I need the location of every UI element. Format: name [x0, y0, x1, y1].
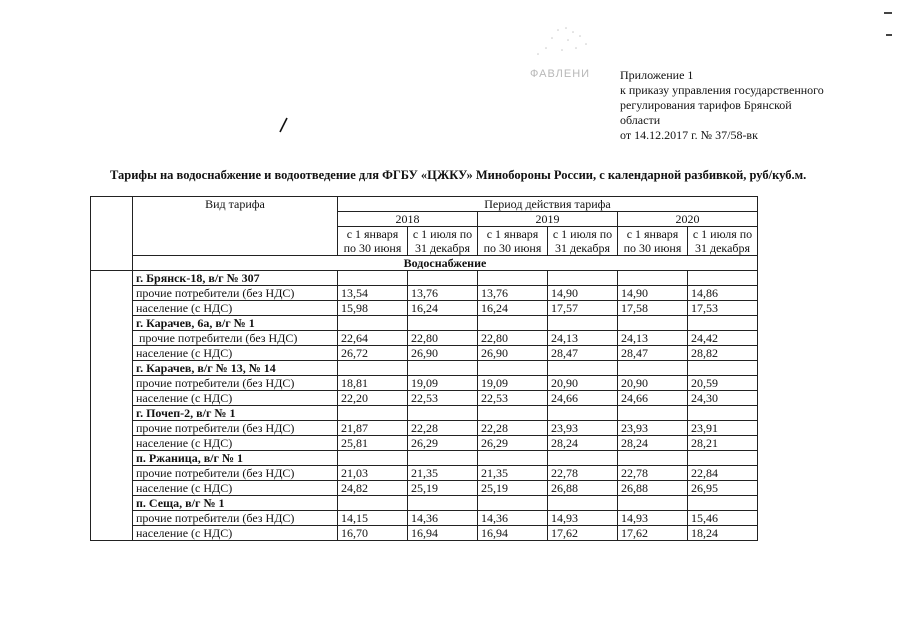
appendix-line: регулирования тарифов Брянской: [620, 98, 792, 112]
year-header: 2019: [478, 212, 618, 227]
tariff-value: 17,62: [548, 526, 618, 541]
tariff-value: 13,54: [338, 286, 408, 301]
appendix-line: от 14.12.2017 г. № 37/58-вк: [620, 128, 758, 142]
tariff-value: 22,78: [548, 466, 618, 481]
group-row: [91, 406, 758, 421]
appendix-line: к приказу управления государственного: [620, 83, 824, 97]
pen-mark: [278, 116, 288, 134]
empty-cell: [618, 496, 688, 511]
consumer-type: население (с НДС): [133, 391, 338, 406]
empty-cell: [408, 271, 478, 286]
empty-cell: [688, 496, 758, 511]
half-year-header: с 1 января по 30 июня: [618, 227, 688, 256]
empty-cell: [478, 496, 548, 511]
empty-cell: [338, 406, 408, 421]
tariff-value: 20,90: [618, 376, 688, 391]
empty-cell: [338, 451, 408, 466]
tariff-value: 28,24: [548, 436, 618, 451]
empty-cell: [408, 496, 478, 511]
empty-cell: [408, 361, 478, 376]
appendix-block: [620, 68, 860, 143]
section-label: Водоснабжение: [133, 256, 758, 271]
tariff-value: 22,80: [478, 331, 548, 346]
tariff-value: 13,76: [408, 286, 478, 301]
empty-cell: [338, 361, 408, 376]
section-row: [91, 256, 758, 271]
tariff-value: 28,21: [688, 436, 758, 451]
tariff-value: 24,13: [548, 331, 618, 346]
consumer-type: население (с НДС): [133, 526, 338, 541]
group-row: [91, 451, 758, 466]
consumer-type: население (с НДС): [133, 346, 338, 361]
appendix-line: Приложение 1: [620, 68, 694, 82]
group-row: [91, 316, 758, 331]
tariff-value: 28,47: [618, 346, 688, 361]
tariff-value: 14,86: [688, 286, 758, 301]
tariff-value: 24,13: [618, 331, 688, 346]
empty-cell: [548, 496, 618, 511]
tariff-value: 16,70: [338, 526, 408, 541]
empty-cell: [688, 316, 758, 331]
empty-cell: [338, 271, 408, 286]
edge-mark: [886, 34, 892, 36]
stamp-text: ФАВЛЕНИ: [530, 68, 591, 80]
tariff-value: 15,98: [338, 301, 408, 316]
tariff-value: 14,90: [548, 286, 618, 301]
table-row: [91, 481, 758, 496]
group-name: г. Брянск-18, в/г № 307: [133, 271, 338, 286]
table-row: [91, 421, 758, 436]
consumer-type: прочие потребители (без НДС): [133, 511, 338, 526]
group-row: [91, 361, 758, 376]
table-row: [91, 526, 758, 541]
tariff-value: 15,46: [688, 511, 758, 526]
tariff-value: 26,72: [338, 346, 408, 361]
empty-cell: [338, 316, 408, 331]
tariff-value: 22,53: [408, 391, 478, 406]
tariff-value: 14,93: [618, 511, 688, 526]
half-year-header: с 1 июля по 31 декабря: [688, 227, 758, 256]
half-year-header: с 1 января по 30 июня: [478, 227, 548, 256]
tariff-value: 16,24: [478, 301, 548, 316]
document-title: Тарифы на водоснабжение и водоотведение для ФГБУ «ЦЖКУ» Минобороны России, с календарной разбивкой, руб/куб.м.: [110, 168, 807, 182]
group-name: п. Ржаница, в/г № 1: [133, 451, 338, 466]
tariff-value: 24,66: [548, 391, 618, 406]
tariff-value: 20,59: [688, 376, 758, 391]
tariff-value: 16,24: [408, 301, 478, 316]
empty-cell: [548, 451, 618, 466]
tariff-value: 17,58: [618, 301, 688, 316]
tariff-value: 28,24: [618, 436, 688, 451]
blank-cell: [91, 271, 133, 541]
tariff-value: 20,90: [548, 376, 618, 391]
edge-mark: [884, 12, 892, 14]
period-header: Период действия тарифа: [338, 197, 758, 212]
empty-cell: [478, 451, 548, 466]
consumer-type: прочие потребители (без НДС): [133, 331, 338, 346]
tariff-value: 21,87: [338, 421, 408, 436]
blank-cell: [91, 197, 133, 271]
tariff-value: 26,29: [478, 436, 548, 451]
tariff-value: 14,93: [548, 511, 618, 526]
consumer-type: население (с НДС): [133, 481, 338, 496]
empty-cell: [408, 316, 478, 331]
group-name: г. Почеп-2, в/г № 1: [133, 406, 338, 421]
empty-cell: [478, 316, 548, 331]
tariff-value: 21,35: [478, 466, 548, 481]
tariff-value: 14,15: [338, 511, 408, 526]
empty-cell: [688, 406, 758, 421]
tariff-value: 23,93: [548, 421, 618, 436]
tariff-value: 21,03: [338, 466, 408, 481]
tariff-value: 28,82: [688, 346, 758, 361]
half-year-header: с 1 июля по 31 декабря: [548, 227, 618, 256]
tariff-value: 22,28: [478, 421, 548, 436]
empty-cell: [688, 451, 758, 466]
tariff-value: 26,90: [408, 346, 478, 361]
empty-cell: [618, 451, 688, 466]
tariff-value: 26,88: [548, 481, 618, 496]
tariff-value: 22,64: [338, 331, 408, 346]
tariff-value: 24,82: [338, 481, 408, 496]
half-year-header: с 1 июля по 31 декабря: [408, 227, 478, 256]
consumer-type: прочие потребители (без НДС): [133, 466, 338, 481]
empty-cell: [478, 406, 548, 421]
empty-cell: [548, 361, 618, 376]
group-name: г. Карачев, 6а, в/г № 1: [133, 316, 338, 331]
empty-cell: [408, 451, 478, 466]
empty-cell: [618, 361, 688, 376]
tariff-value: 22,78: [618, 466, 688, 481]
tariff-value: 26,95: [688, 481, 758, 496]
group-row: [91, 496, 758, 511]
tariff-value: 14,36: [478, 511, 548, 526]
tariff-value: 19,09: [408, 376, 478, 391]
tariff-value: 24,66: [618, 391, 688, 406]
empty-cell: [618, 271, 688, 286]
consumer-type: прочие потребители (без НДС): [133, 376, 338, 391]
table-row: [91, 346, 758, 361]
table-row: [91, 331, 758, 346]
tariff-value: 25,81: [338, 436, 408, 451]
tariff-table: [90, 196, 758, 541]
stamp-trace: [528, 20, 598, 60]
table-row: [91, 301, 758, 316]
tariff-value: 16,94: [408, 526, 478, 541]
tariff-value: 24,30: [688, 391, 758, 406]
tariff-value: 23,91: [688, 421, 758, 436]
consumer-type: прочие потребители (без НДС): [133, 421, 338, 436]
tariff-value: 17,53: [688, 301, 758, 316]
tariff-value: 23,93: [618, 421, 688, 436]
group-row: [91, 271, 758, 286]
empty-cell: [618, 406, 688, 421]
header-row: [91, 197, 758, 212]
tariff-value: 17,62: [618, 526, 688, 541]
tariff-value: 14,90: [618, 286, 688, 301]
tariff-value: 22,53: [478, 391, 548, 406]
appendix-line: области: [620, 113, 661, 127]
tariff-type-header: Вид тарифа: [133, 197, 338, 256]
empty-cell: [548, 271, 618, 286]
consumer-type: прочие потребители (без НДС): [133, 286, 338, 301]
empty-cell: [548, 406, 618, 421]
empty-cell: [408, 406, 478, 421]
empty-cell: [338, 496, 408, 511]
table-row: [91, 436, 758, 451]
tariff-value: 22,80: [408, 331, 478, 346]
tariff-value: 18,24: [688, 526, 758, 541]
tariff-value: 18,81: [338, 376, 408, 391]
tariff-value: 19,09: [478, 376, 548, 391]
tariff-value: 22,20: [338, 391, 408, 406]
year-header: 2018: [338, 212, 478, 227]
tariff-value: 26,90: [478, 346, 548, 361]
empty-cell: [478, 271, 548, 286]
empty-cell: [688, 271, 758, 286]
half-year-header: с 1 января по 30 июня: [338, 227, 408, 256]
empty-cell: [618, 316, 688, 331]
tariff-value: 16,94: [478, 526, 548, 541]
tariff-value: 24,42: [688, 331, 758, 346]
group-name: г. Карачев, в/г № 13, № 14: [133, 361, 338, 376]
tariff-value: 13,76: [478, 286, 548, 301]
table-row: [91, 286, 758, 301]
tariff-value: 25,19: [478, 481, 548, 496]
empty-cell: [688, 361, 758, 376]
tariff-value: 22,28: [408, 421, 478, 436]
tariff-value: 26,88: [618, 481, 688, 496]
tariff-value: 25,19: [408, 481, 478, 496]
tariff-value: 21,35: [408, 466, 478, 481]
table-row: [91, 391, 758, 406]
empty-cell: [548, 316, 618, 331]
tariff-value: 28,47: [548, 346, 618, 361]
table-row: [91, 511, 758, 526]
consumer-type: население (с НДС): [133, 436, 338, 451]
consumer-type: население (с НДС): [133, 301, 338, 316]
empty-cell: [478, 361, 548, 376]
tariff-value: 14,36: [408, 511, 478, 526]
group-name: п. Сеща, в/г № 1: [133, 496, 338, 511]
table-row: [91, 466, 758, 481]
tariff-value: 22,84: [688, 466, 758, 481]
year-header: 2020: [618, 212, 758, 227]
tariff-value: 17,57: [548, 301, 618, 316]
table-row: [91, 376, 758, 391]
tariff-value: 26,29: [408, 436, 478, 451]
